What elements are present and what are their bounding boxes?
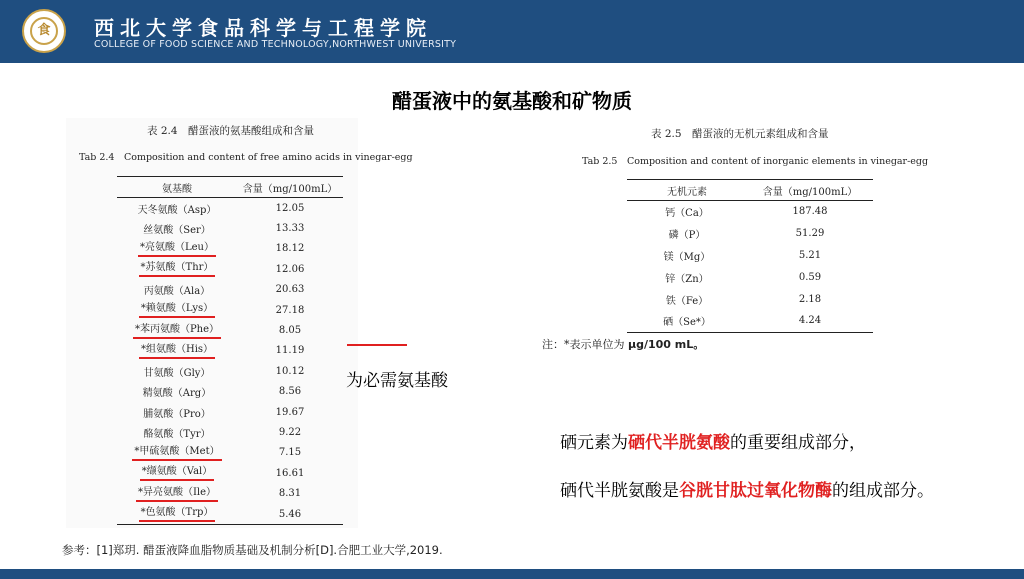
table-row <box>117 382 343 402</box>
table-row <box>117 259 343 279</box>
column-header: 氨基酸 <box>117 177 237 198</box>
row-value: 18.12 <box>275 243 305 255</box>
row-value: 9.22 <box>278 426 302 438</box>
row-name-cell <box>117 341 237 361</box>
row-name: 甘氨酸（Gly） <box>143 367 211 379</box>
row-name-cell <box>627 223 747 245</box>
table-row <box>117 504 343 525</box>
legend-label: 为必需氨基酸 <box>346 371 448 391</box>
column-header: 无机元素 <box>627 180 747 201</box>
row-name-cell <box>627 266 747 288</box>
row-value: 8.05 <box>278 325 302 337</box>
sentence-text: 硒代半胱氨酸是 <box>560 481 679 501</box>
row-value: 51.29 <box>795 228 825 240</box>
row-name-cell <box>117 402 237 422</box>
row-name: *色氨酸（Trp） <box>139 506 216 522</box>
university-name-en: COLLEGE OF FOOD SCIENCE AND TECHNOLOGY,NORTHWEST UNIVERSITY <box>94 39 457 50</box>
row-value: 5.21 <box>798 249 822 261</box>
row-name-cell <box>627 201 747 223</box>
table2-note <box>542 336 704 352</box>
row-name: 丙氨酸（Ala） <box>143 286 211 298</box>
legend-red-line <box>347 344 407 346</box>
table-row <box>117 361 343 381</box>
row-name-cell <box>117 382 237 402</box>
row-value: 187.48 <box>792 206 828 218</box>
table-row <box>627 266 873 288</box>
row-name: *苏氨酸（Thr） <box>139 261 216 277</box>
row-value: 19.67 <box>275 406 305 418</box>
note-unit: μg/100 mL。 <box>628 338 705 351</box>
footer-bar <box>0 569 1024 579</box>
reference-citation: 参考：[1]郑玥. 醋蛋液降血脂物质基础及机制分析[D].合肥工业大学,2019. <box>62 543 443 557</box>
row-name-cell <box>117 320 237 340</box>
table2-caption-cn: 表 2.5 醋蛋液的无机元素组成和含量 <box>651 128 829 140</box>
table-row <box>117 198 343 219</box>
table-row <box>117 443 343 463</box>
row-name: 磷（P） <box>668 230 706 242</box>
row-value: 20.63 <box>275 284 305 296</box>
row-name-cell <box>117 443 237 463</box>
row-name: *甲硫氨酸（Met） <box>132 445 221 461</box>
mineral-rows <box>627 201 873 333</box>
row-name-cell <box>627 288 747 310</box>
row-name: *异亮氨酸（Ile） <box>136 486 218 502</box>
table-row <box>627 288 873 310</box>
row-name-cell <box>117 239 237 259</box>
row-value: 2.18 <box>798 293 822 305</box>
table-row <box>117 422 343 442</box>
row-name: *缬氨酸（Val） <box>140 465 214 481</box>
table-row <box>117 463 343 483</box>
row-name: 酪氨酸（Tyr） <box>143 428 211 440</box>
row-value: 5.46 <box>237 504 343 525</box>
row-name-cell <box>117 198 237 219</box>
row-name-cell <box>117 504 237 525</box>
table-row <box>117 402 343 422</box>
row-name: 镁（Mg） <box>663 251 711 263</box>
table-row <box>117 320 343 340</box>
row-value: 0.59 <box>798 271 822 283</box>
table-row <box>627 245 873 267</box>
row-name: *赖氨酸（Lys） <box>139 302 215 318</box>
row-value: 12.06 <box>275 263 305 275</box>
row-name: 硒（Se*） <box>663 317 711 329</box>
mineral-table <box>627 179 873 333</box>
sentence-text: 的组成部分。 <box>832 481 934 501</box>
row-name: *苯丙氨酸（Phe） <box>133 323 221 339</box>
row-name: 锌（Zn） <box>665 273 709 285</box>
row-value: 11.19 <box>275 345 305 357</box>
logo-emblem-icon: 食 <box>30 17 58 45</box>
row-value: 10.12 <box>275 365 305 377</box>
table-row <box>627 223 873 245</box>
highlight-text: 谷胱甘肽过氧化物酶 <box>679 481 832 501</box>
row-name: 精氨酸（Arg） <box>142 388 212 400</box>
table-row <box>117 341 343 361</box>
row-name-cell <box>627 310 747 332</box>
table-row <box>117 218 343 238</box>
row-name-cell <box>117 300 237 320</box>
note-prefix: 注：*表示单位为 <box>542 338 625 351</box>
row-name-cell <box>117 218 237 238</box>
row-name-cell <box>117 259 237 279</box>
row-value: 8.31 <box>278 488 302 500</box>
table-header-row <box>627 180 873 201</box>
university-name-cn: 西北大学食品科学与工程学院 <box>94 16 432 40</box>
row-name-cell <box>117 483 237 503</box>
sentence-selenocysteine <box>560 476 934 501</box>
table1-caption-en: Tab 2.4 Composition and content of free amino acids in vinegar-egg <box>79 152 413 163</box>
row-value: 16.61 <box>275 467 305 479</box>
table-header-row <box>117 177 343 198</box>
row-name: 铁（Fe） <box>665 295 709 307</box>
highlight-text: 硒代半胱氨酸 <box>628 433 730 453</box>
table-row <box>117 300 343 320</box>
row-name: 钙（Ca） <box>665 208 709 220</box>
row-name-cell <box>627 245 747 267</box>
column-header: 含量（mg/100mL） <box>237 177 343 198</box>
sentence-selenium <box>560 428 866 453</box>
row-name: 脯氨酸（Pro） <box>143 408 211 420</box>
table-row <box>117 483 343 503</box>
row-value: 27.18 <box>275 304 305 316</box>
row-value: 8.56 <box>278 386 302 398</box>
amino-acid-table <box>117 176 343 525</box>
university-logo <box>22 9 66 53</box>
table-row <box>627 201 873 223</box>
row-name: 丝氨酸（Ser） <box>143 225 211 237</box>
table-row <box>117 280 343 300</box>
row-name-cell <box>117 361 237 381</box>
table1-caption-cn: 表 2.4 醋蛋液的氨基酸组成和含量 <box>147 125 315 137</box>
row-name-cell <box>117 463 237 483</box>
row-value: 13.33 <box>275 223 305 235</box>
column-header: 含量（mg/100mL） <box>747 180 873 201</box>
row-name: 天冬氨酸（Asp） <box>137 204 217 216</box>
row-value: 12.05 <box>275 202 305 214</box>
table-row <box>627 310 873 332</box>
sentence-text: 硒元素为 <box>560 433 628 453</box>
sentence-text: 的重要组成部分， <box>730 433 866 453</box>
row-name: *组氨酸（His） <box>139 343 215 359</box>
row-name: *亮氨酸（Leu） <box>138 241 216 257</box>
amino-acid-rows <box>117 198 343 525</box>
table-row <box>117 239 343 259</box>
header-bar <box>0 0 1024 63</box>
table2-caption-en: Tab 2.5 Composition and content of inorganic elements in vinegar-egg <box>582 156 929 167</box>
slide-title: 醋蛋液中的氨基酸和矿物质 <box>392 89 632 113</box>
row-value: 4.24 <box>747 310 873 332</box>
row-name-cell <box>117 280 237 300</box>
row-name-cell <box>117 422 237 442</box>
row-value: 7.15 <box>278 447 302 459</box>
